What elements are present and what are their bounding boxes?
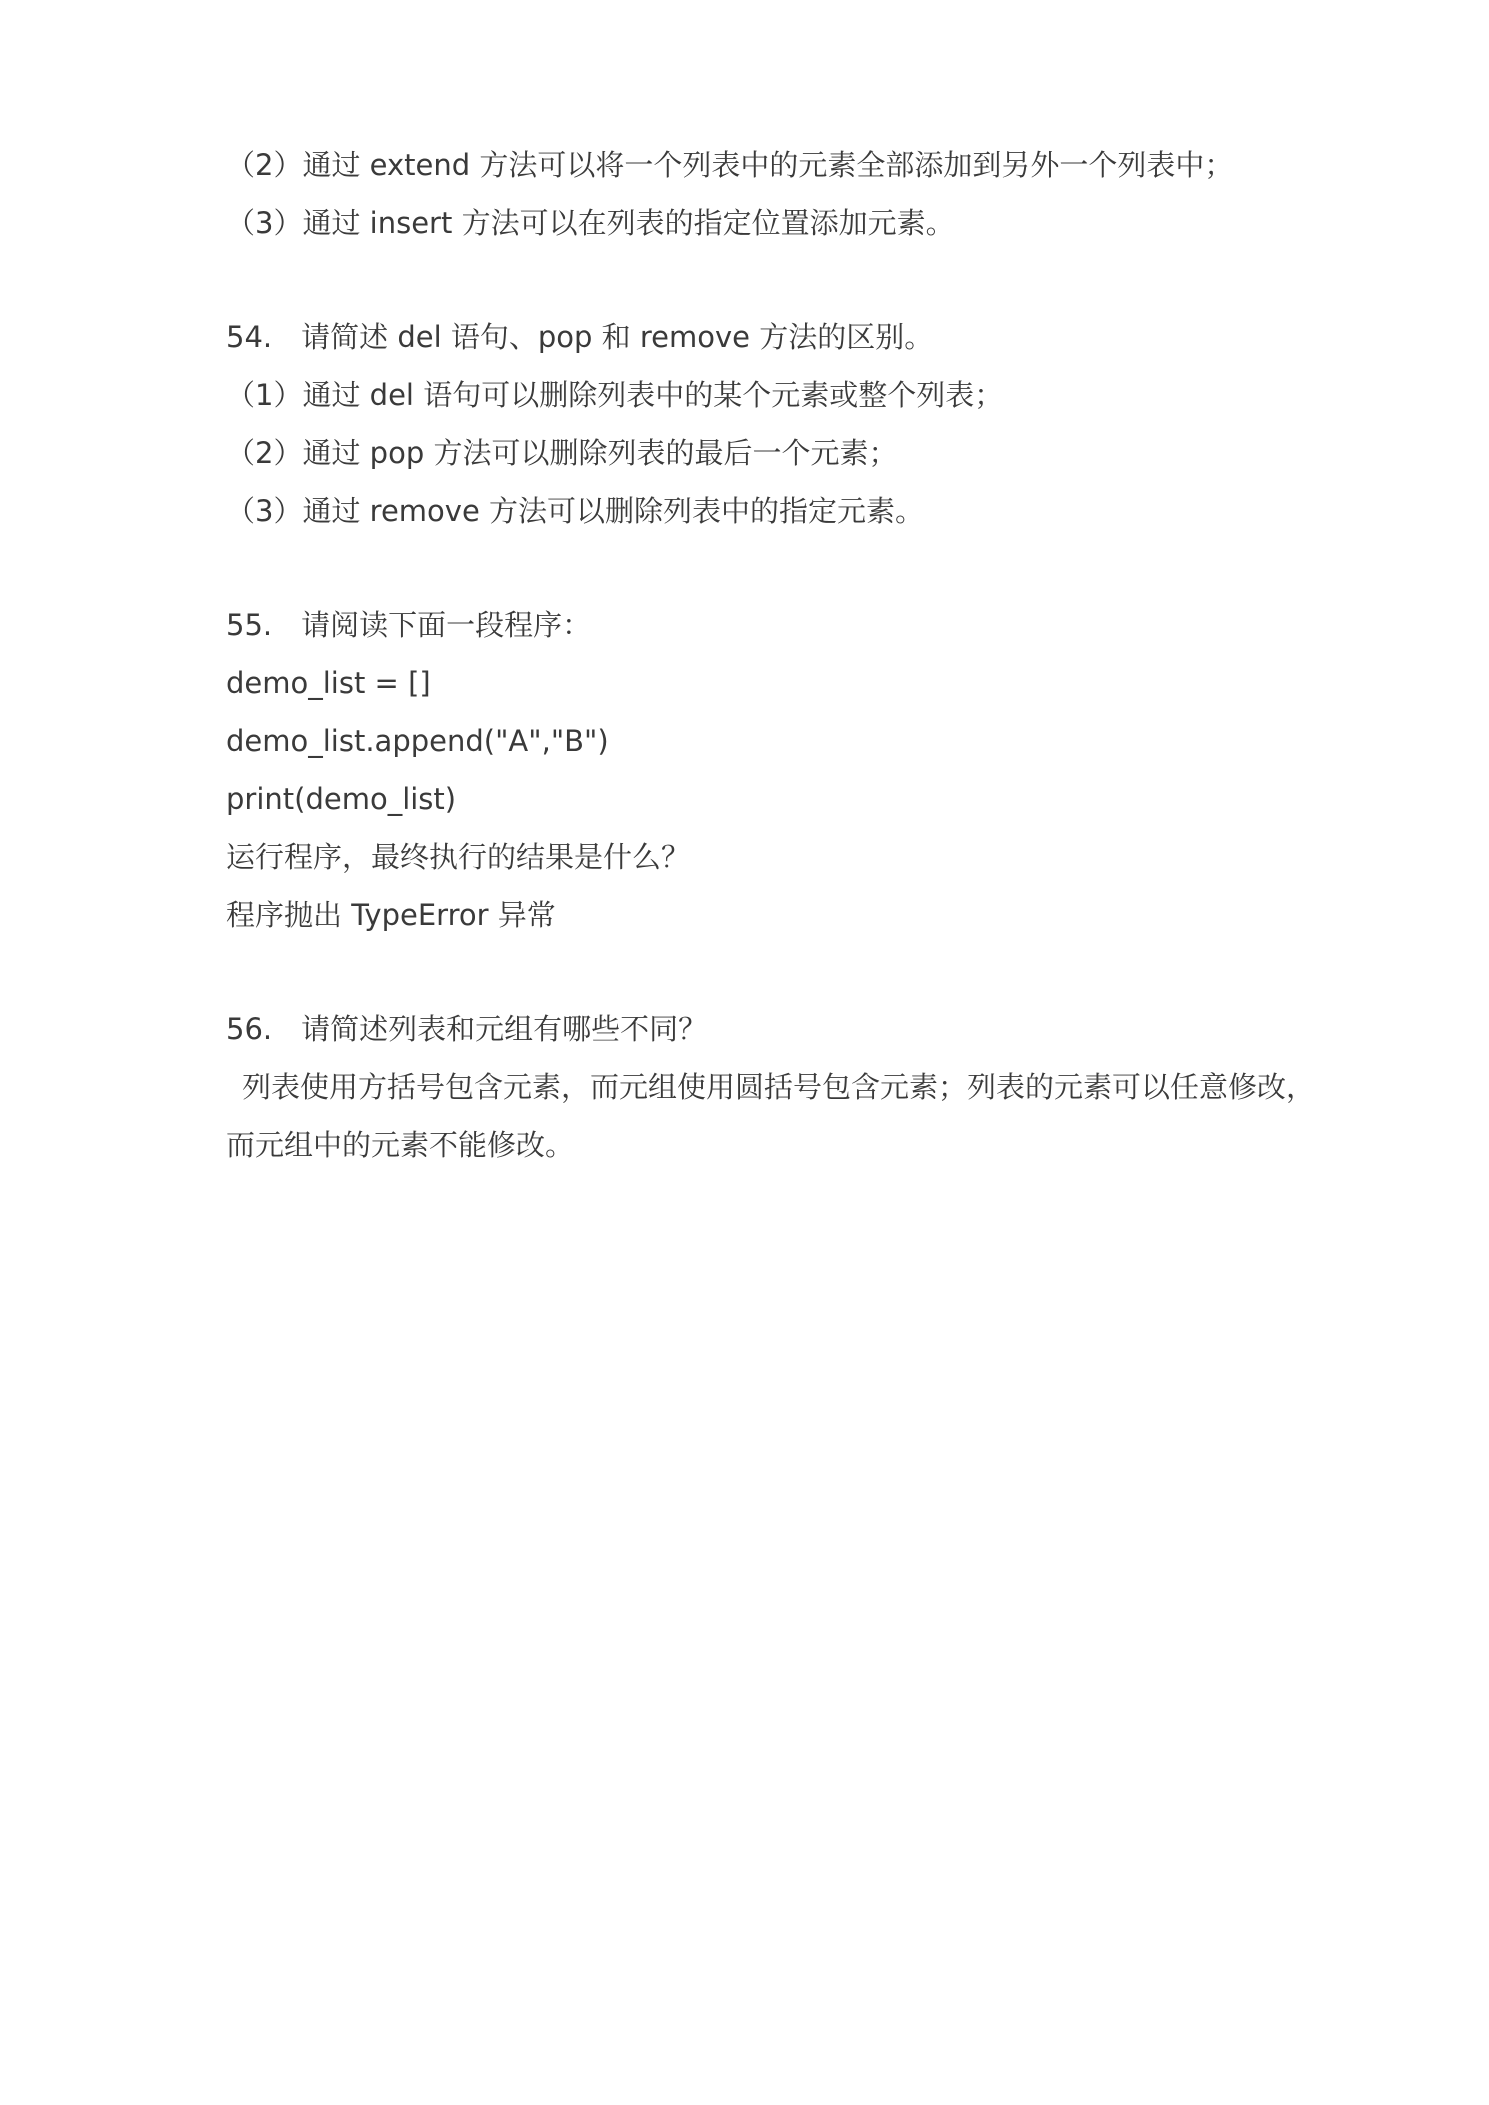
question-55: 55. 请阅读下面一段程序： — [226, 608, 592, 642]
code-line-2: demo_list.append("A","B") — [226, 724, 609, 758]
question-56-answer-line-2: 而元组中的元素不能修改。 — [226, 1128, 575, 1162]
question-54-answer-3: （3）通过 remove 方法可以删除列表中的指定元素。 — [226, 494, 925, 528]
code-line-3: print(demo_list) — [226, 782, 457, 816]
spacer — [226, 540, 1346, 596]
question-56: 56. 请简述列表和元组有哪些不同？ — [226, 1012, 708, 1046]
question-54-answer-2: （2）通过 pop 方法可以删除列表的最后一个元素； — [226, 436, 898, 470]
question-55-prompt: 运行程序，最终执行的结果是什么？ — [226, 840, 691, 874]
document-body — [226, 136, 1346, 1174]
question-54-answer-1: （1）通过 del 语句可以删除列表中的某个元素或整个列表； — [226, 378, 1004, 412]
code-line-1: demo_list = [] — [226, 666, 431, 700]
question-54: 54. 请简述 del 语句、pop 和 remove 方法的区别。 — [226, 320, 934, 354]
question-55-answer: 程序抛出 TypeError 异常 — [226, 898, 556, 932]
question-56-answer-line-1: 列表使用方括号包含元素，而元组使用圆括号包含元素；列表的元素可以任意修改， — [242, 1070, 1316, 1104]
spacer — [226, 252, 1346, 308]
list-add-item-2: （2）通过 extend 方法可以将一个列表中的元素全部添加到另外一个列表中； — [226, 148, 1234, 182]
list-add-item-3: （3）通过 insert 方法可以在列表的指定位置添加元素。 — [226, 206, 955, 240]
spacer — [226, 944, 1346, 1000]
